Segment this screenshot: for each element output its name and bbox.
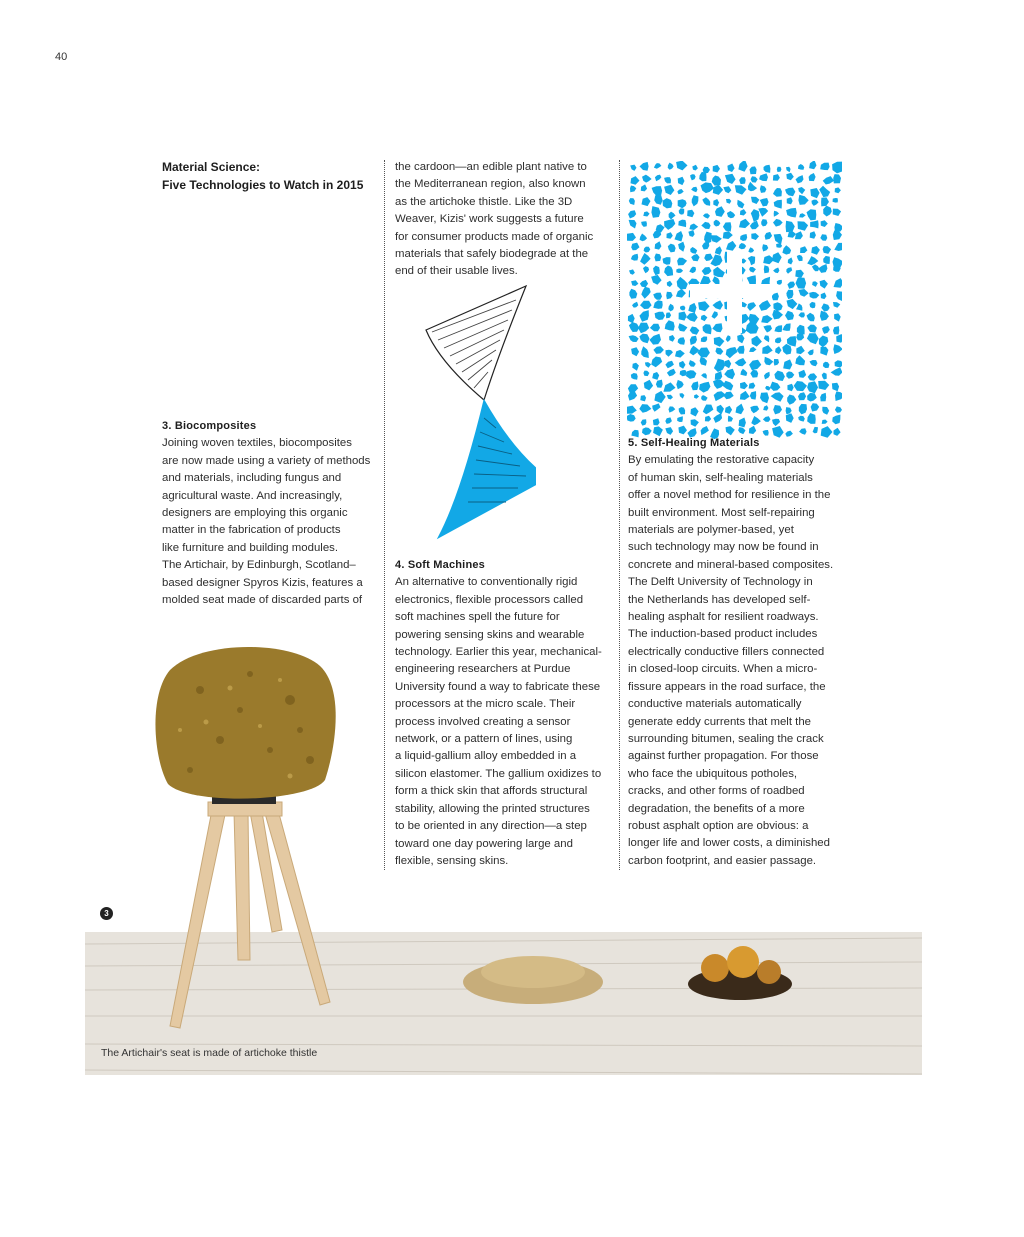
text-line: of human skin, self-healing materials xyxy=(628,471,813,484)
text-line: the cardoon—an edible plant native to xyxy=(395,161,587,173)
text-line: The Delft University of Technology in xyxy=(628,576,813,589)
text-line: built environment. Most self-repairing xyxy=(628,506,815,519)
soft-machine-illustration xyxy=(418,282,536,540)
text-line: are now made using a variety of methods xyxy=(162,454,371,467)
text-line: materials that safely biodegrade at the xyxy=(395,248,589,261)
article-title-block xyxy=(162,158,382,194)
text-line: to be oriented in any direction—a step xyxy=(395,820,587,833)
figure-caption: The Artichair's seat is made of artichoke thistle xyxy=(101,1047,318,1059)
text-line: University found a way to fabricate these xyxy=(395,680,601,693)
article-title-line-1: Material Science: xyxy=(162,160,261,174)
text-line: electronics, flexible processors called xyxy=(395,593,584,606)
self-healing-illustration xyxy=(627,161,842,439)
thistle-head xyxy=(757,960,781,984)
text-line: engineering researchers at Purdue xyxy=(395,663,571,676)
text-line: materials are polymer-based, yet xyxy=(628,524,794,537)
text-line: The Artichair, by Edinburgh, Scotland– xyxy=(162,559,356,572)
page-number: 40 xyxy=(55,51,68,63)
article-title-line-2: Five Technologies to Watch in 2015 xyxy=(162,178,364,192)
text-line: designers are employing this organic xyxy=(162,507,348,520)
text-line: the Mediterranean region, also known xyxy=(395,178,586,191)
text-line: as the artichoke thistle. Like the 3D xyxy=(395,195,573,208)
text-line: surrounding bitumen, sealing the crack xyxy=(628,732,824,745)
text-line: agricultural waste. And increasingly, xyxy=(162,489,343,502)
section-heading: 5. Self-Healing Materials xyxy=(628,437,760,449)
text-line: cracks, and other forms of roadbed xyxy=(628,785,805,798)
text-line: robust asphalt option are obvious: a xyxy=(628,819,809,832)
text-line: degradation, the benefits of a more xyxy=(628,802,805,815)
text-line: for consumer products made of organic xyxy=(395,230,594,243)
section-self-healing xyxy=(628,435,853,870)
text-line: form a thick skin that affords structural xyxy=(395,785,588,798)
artichair xyxy=(130,630,360,1030)
text-line: a liquid-gallium alloy embedded in a xyxy=(395,750,577,763)
text-line: An alternative to conventionally rigid xyxy=(395,576,578,589)
text-line: process involved creating a sensor xyxy=(395,715,571,728)
text-line: technology. Earlier this year, mechanical- xyxy=(395,646,602,659)
text-line: electrically conductive fillers connected xyxy=(628,645,825,658)
column-divider xyxy=(619,160,620,870)
text-line: network, or a pattern of lines, using xyxy=(395,733,573,746)
text-line: who face the ubiquitous potholes, xyxy=(628,767,798,780)
text-line: flexible, sensing skins. xyxy=(395,854,509,867)
text-line: against further propagation. For those xyxy=(628,750,819,763)
thistle-head xyxy=(701,954,729,982)
text-line: end of their usable lives. xyxy=(395,265,518,278)
text-line: and materials, including fungus and xyxy=(162,472,342,485)
text-line: generate eddy currents that melt the xyxy=(628,715,811,728)
text-line: longer life and lower costs, a diminished xyxy=(628,837,830,850)
chair-legs xyxy=(170,802,330,1028)
text-line: molded seat made of discarded parts of xyxy=(162,594,363,607)
text-line: matter in the fabrication of products xyxy=(162,524,341,537)
text-line: fissure appears in the road surface, the xyxy=(628,680,826,693)
text-line: Joining woven textiles, biocomposites xyxy=(162,437,352,450)
text-line: the Netherlands has developed self- xyxy=(628,593,811,606)
text-line: concrete and mineral-based composites. xyxy=(628,558,834,571)
text-line: processors at the micro scale. Their xyxy=(395,698,576,711)
section-continuation xyxy=(395,159,617,281)
column-divider xyxy=(384,160,385,870)
section-heading: 3. Biocomposites xyxy=(162,420,257,432)
text-line: toward one day powering large and xyxy=(395,837,573,850)
text-line: such technology may now be found in xyxy=(628,541,819,554)
text-line: The induction-based product includes xyxy=(628,628,818,641)
text-line: silicon elastomer. The gallium oxidizes to xyxy=(395,767,602,780)
text-line: healing asphalt for resilient roadways. xyxy=(628,611,819,624)
text-line: offer a novel method for resilience in the xyxy=(628,489,831,502)
text-line: like furniture and building modules. xyxy=(162,541,339,554)
text-line: By emulating the restorative capacity xyxy=(628,454,815,467)
section-soft-machines xyxy=(395,557,620,870)
text-line: based designer Spyros Kizis, features a xyxy=(162,576,363,589)
text-line: conductive materials automatically xyxy=(628,698,802,711)
section-heading: 4. Soft Machines xyxy=(395,559,485,571)
text-line: powering sensing skins and wearable xyxy=(395,628,585,641)
text-line: carbon footprint, and easier passage. xyxy=(628,854,817,867)
text-line: soft machines spell the future for xyxy=(395,611,560,624)
figure-number-badge: 3 xyxy=(100,907,113,920)
text-line: in closed-loop circuits. When a micro- xyxy=(628,663,818,676)
text-line: Weaver, Kizis' work suggests a future xyxy=(395,213,584,226)
chair-seat xyxy=(155,647,335,799)
text-line: stability, allowing the printed structures xyxy=(395,802,590,815)
section-biocomposites xyxy=(162,418,384,609)
thistle-head xyxy=(727,946,759,978)
